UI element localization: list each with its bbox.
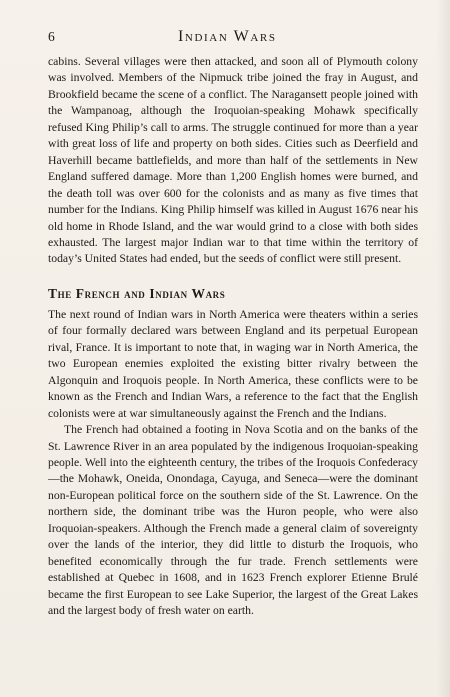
page-edge-shadow	[436, 0, 450, 697]
running-head	[48, 27, 418, 47]
page-number: 6	[48, 29, 55, 44]
body-text	[48, 54, 418, 620]
paragraph: cabins. Several villages were then attacked, and soon all of Plymouth colony was involved. Members of the Nipmuck tribe joined the fray in August, and Brookfield became the scene of a conflict. The Naragansett people joined with the Wampanoag, although the Iroquoian-speaking Mohawk specifically refused King Philip’s call to arms. The struggle continued for more than a year with great loss of life and property on both sides. Cities such as Deerfield and Haverhill became battlefields, and more than half of the settlements in New England suffered damage. More than 1,200 English homes were burned, and the death toll was over 600 for the colonists and as many as five times that number for the Indians. King Philip himself was killed in August 1676 near his old home in Rhode Island, and the war would grind to a close with both sides exhausted. The largest major Indian war to that time within the territory of today’s United States had ended, but the seeds of conflict were still present.	[48, 55, 418, 266]
section-heading: The French and Indian Wars	[48, 285, 226, 301]
paragraph: The French had obtained a footing in Nova Scotia and on the banks of the St. Lawrence River in an area populated by the indigenous Iroquoian-speaking people. Well into the eighteenth century, the tribes of the Iroquois Confederacy—the Mohawk, Oneida, Onondaga, Cayuga, and Seneca—were the dominant non-European political force on the southern side of the St. Lawrence. On the northern side, the dominant tribe was the Huron people, who were also Iroquoian-speakers. Although the French made a general claim of sovereignty over the lands of the interior, they did little to disturb the Iroquois, who benefited economically through the fur trade. French settlements were established at Quebec in 1608, and in 1623 French explorer Etienne Brulé became the first European to see Lake Superior, the largest of the Great Lakes and the largest body of fresh water on earth.	[48, 423, 418, 618]
running-title: Indian Wars	[178, 28, 277, 45]
paragraph: The next round of Indian wars in North America were theaters within a series of four formally declared wars between England and its perpetual European rival, France. It is important to note that, in waging war in North America, the two European enemies exploited the existing bitter rivalry between the Algonquin and Iroquois people. In North America, these conflicts were to be known as the French and Indian Wars, a reference to the fact that the English colonists were at war simultaneously against the French and the Indians.	[48, 307, 418, 420]
